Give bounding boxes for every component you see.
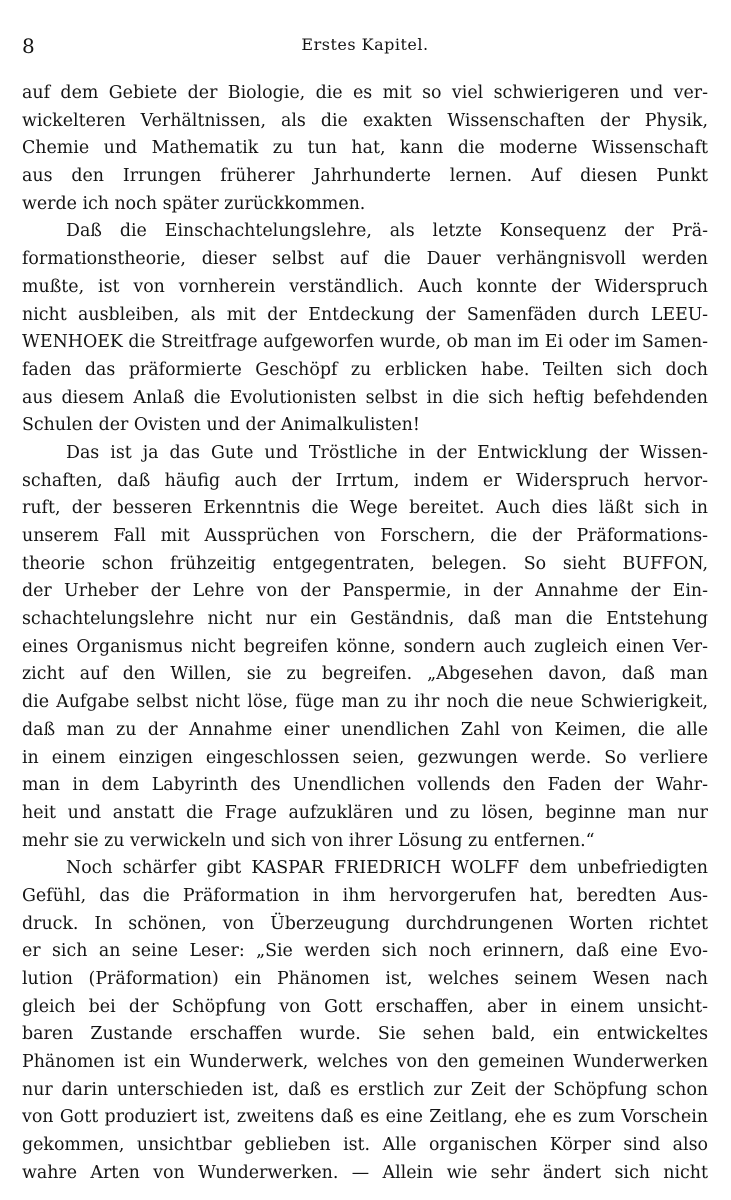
text-line: man in dem Labyrinth des Unendlichen vollends den Faden der Wahr- [22,775,708,796]
text-line: in einem einzigen eingeschlossen seien, gezwungen werde. So verliere [22,747,708,768]
text-line: der Urheber der Lehre von der Panspermie, in der Annahme der Ein- [22,581,708,602]
page-number: 8 [22,34,35,58]
text-line: Phänomen ist ein Wunderwerk, welches von den gemeinen Wunderwerken [22,1052,708,1073]
text-line: formationstheorie, dieser selbst auf die Dauer verhängnisvoll werden [22,249,708,270]
paragraph-buffon [22,440,708,855]
text-line: nicht ausbleiben, als mit der Entdeckung der Samenfäden durch LEEU- [22,304,708,325]
text-line: ruft, der besseren Erkenntnis die Wege bereitet. Auch dies läßt sich in [22,498,708,519]
body-text [22,80,708,1188]
text-line: gekommen, unsichtbar geblieben ist. Alle organischen Körper sind also [22,1135,708,1156]
text-line: theorie schon frühzeitig entgegentraten, belegen. So sieht BUFFON, [22,553,708,574]
text-line: aus diesem Anlaß die Evolutionisten selbst in die sich heftig befehdenden [22,387,708,408]
text-line: zicht auf den Willen, sie zu begreifen. „Abgesehen davon, daß man [22,664,708,685]
text-line: wahre Arten von Wunderwerken. — Allein wie sehr ändert sich nicht [22,1162,708,1183]
text-line: Noch schärfer gibt KASPAR FRIEDRICH WOLFF dem unbefriedigten [66,858,708,879]
text-line: daß man zu der Annahme einer unendlichen Zahl von Keimen, die alle [22,719,708,740]
text-line: Daß die Einschachtelungslehre, als letzte Konsequenz der Prä- [66,221,708,242]
text-line: Chemie und Mathematik zu tun hat, kann die moderne Wissenschaft [22,138,708,159]
running-title: Erstes Kapitel. [301,35,429,54]
text-line: aus den Irrungen früherer Jahrhunderte lernen. Auf diesen Punkt [22,166,708,187]
text-line: gleich bei der Schöpfung von Gott erschaffen, aber in einem unsicht- [22,996,708,1017]
text-line: druck. In schönen, von Überzeugung durchdrungenen Worten richtet [22,913,708,934]
text-line: schaften, daß häufig auch der Irrtum, indem er Widerspruch hervor- [22,470,708,491]
text-line: mußte, ist von vornherein verständlich. Auch konnte der Widerspruch [22,276,708,297]
text-line: schachtelungslehre nicht nur ein Geständnis, daß man die Entstehung [22,609,708,630]
text-line: faden das präformierte Geschöpf zu erblicken habe. Teilten sich doch [22,359,708,380]
text-line: Schulen der Ovisten und der Animalkulisten! [22,415,420,436]
text-line: WENHOEK die Streitfrage aufgeworfen wurde, ob man im Ei oder im Samen- [22,332,708,353]
text-line: Gefühl, das die Präformation in ihm hervorgerufen hat, beredten Aus- [22,885,708,906]
text-line: werde ich noch später zurückkommen. [22,193,366,214]
text-line: die Aufgabe selbst nicht löse, füge man zu ihr noch die neue Schwierigkeit, [22,692,708,713]
text-line: er sich an seine Leser: „Sie werden sich noch erinnern, daß eine Evo- [22,941,708,962]
text-line: unserem Fall mit Aussprüchen von Forschern, die der Präformations- [22,526,708,546]
text-line: wickelteren Verhältnissen, als die exakten Wissenschaften der Physik, [22,110,708,131]
paragraph-continuation [22,80,708,218]
text-line: Das ist ja das Gute und Tröstliche in der Entwicklung der Wissen- [66,442,708,463]
text-line: lution (Präformation) ein Phänomen ist, welches seinem Wesen nach [22,969,708,989]
text-line: auf dem Gebiete der Biologie, die es mit so viel schwierigeren und ver- [22,83,708,103]
text-line: eines Organismus nicht begreifen könne, sondern auch zugleich einen Ver- [22,636,708,657]
text-line: mehr sie zu verwickeln und sich von ihrer Lösung zu entfernen.“ [22,830,595,851]
text-line: von Gott produziert ist, zweitens daß es eine Zeitlang, ehe es zum Vorschein [22,1107,708,1128]
text-line: nur darin unterschieden ist, daß es erstlich zur Zeit der Schöpfung schon [22,1079,708,1100]
paragraph-wolff [22,855,708,1187]
paragraph-einschachtelung [22,218,708,440]
text-line: heit und anstatt die Frage aufzuklären und zu lösen, beginne man nur [22,802,708,823]
text-line: baren Zustande erschaffen wurde. Sie sehen bald, ein entwickeltes [22,1024,708,1045]
page-header [22,34,708,58]
